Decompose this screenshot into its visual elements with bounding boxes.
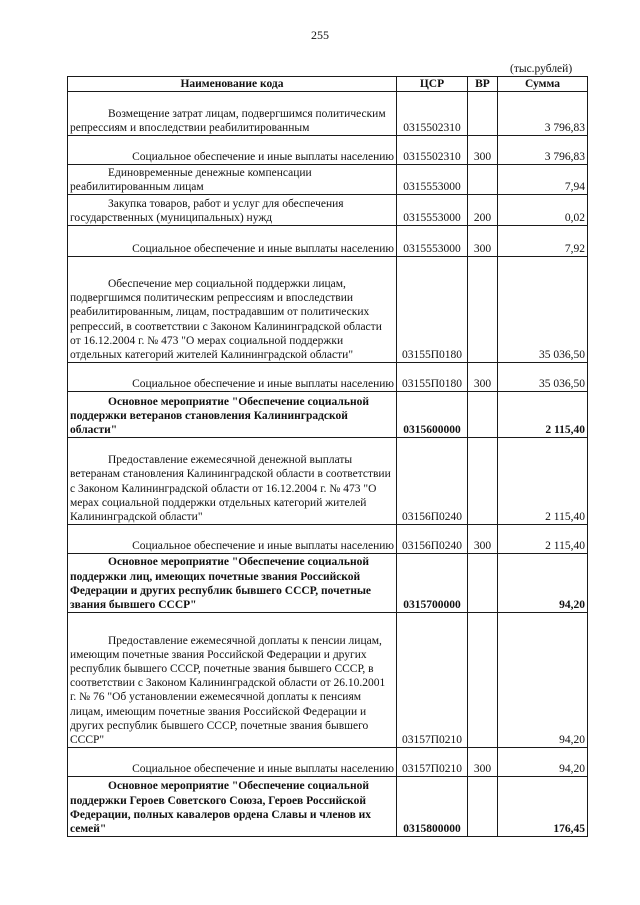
row-name-text: Возмещение затрат лицам, подвергшимся политическим репрессиям и впоследствии реабилитированным — [70, 107, 386, 134]
row-sum: 35 036,50 — [498, 257, 588, 363]
row-csr: 03155П0180 — [397, 257, 468, 363]
row-csr: 0315553000 — [397, 195, 468, 226]
table-row — [68, 525, 588, 554]
header-vr: ВР — [468, 77, 498, 92]
table-row — [68, 363, 588, 392]
row-csr: 03157П0210 — [397, 613, 468, 748]
row-sum: 94,20 — [498, 613, 588, 748]
row-sum: 2 115,40 — [498, 438, 588, 525]
table-row — [68, 92, 588, 136]
table-row — [68, 748, 588, 777]
row-vr: 300 — [468, 136, 498, 165]
row-csr: 0315553000 — [397, 165, 468, 195]
row-sum: 3 796,83 — [498, 92, 588, 136]
row-name-text: Единовременные денежные компенсации реабилитированным лицам — [70, 166, 312, 193]
row-vr — [468, 613, 498, 748]
table-row — [68, 438, 588, 525]
row-csr: 0315553000 — [397, 226, 468, 257]
row-name-text: Основное мероприятие "Обеспечение социальной поддержки лиц, имеющих почетные звания Российской Федерации и других республик бывшего СССР, почетные звания бывшего СССР" — [70, 556, 372, 611]
row-vr: 300 — [468, 363, 498, 392]
row-csr: 0315502310 — [397, 136, 468, 165]
row-name-text: Предоставление ежемесячной доплаты к пенсии лицам, имеющим почетные звания Российской Федерации и других республик бывшего СССР, почетные звания бывшего СССР, в соответствии с Законом Калининградской области от 26.10.2001 г. № 76 "Об установлении ежемесячной доплаты к пенсиям лицам, имеющим почетные звания Российской Федерации и других республик бывшего СССР, почетные звания бывшего СССР" — [70, 634, 386, 746]
row-name — [68, 257, 397, 363]
row-name: Социальное обеспечение и иные выплаты населению — [68, 226, 397, 257]
row-csr: 03156П0240 — [397, 525, 468, 554]
row-name — [68, 777, 397, 837]
page-number: 255 — [311, 28, 329, 42]
row-name — [68, 613, 397, 748]
row-sum: 176,45 — [498, 777, 588, 837]
row-vr — [468, 392, 498, 438]
row-csr: 0315700000 — [397, 554, 468, 613]
header-name: Наименование кода — [68, 77, 397, 92]
row-sum: 2 115,40 — [498, 392, 588, 438]
table-row — [68, 195, 588, 226]
row-vr: 300 — [468, 525, 498, 554]
row-name: Социальное обеспечение и иные выплаты населению — [68, 748, 397, 777]
table-row — [68, 165, 588, 195]
row-name-text: Предоставление ежемесячной денежной выплаты ветеранам становления Калининградской области в соответствии с Законом Калининградской области от 16.12.2004 г. № 473 "О мерах социальной поддержки отдельных категорий жителей Калининградской области" — [70, 454, 391, 523]
table-row — [68, 777, 588, 837]
row-name — [68, 195, 397, 226]
row-vr — [468, 777, 498, 837]
row-vr: 200 — [468, 195, 498, 226]
row-csr: 0315800000 — [397, 777, 468, 837]
row-sum: 94,20 — [498, 748, 588, 777]
table-header-row — [68, 77, 588, 92]
row-vr — [468, 165, 498, 195]
row-csr: 03156П0240 — [397, 438, 468, 525]
row-sum: 2 115,40 — [498, 525, 588, 554]
table-row — [68, 554, 588, 613]
units-label: (тыс.рублей) — [510, 63, 573, 75]
row-sum: 0,02 — [498, 195, 588, 226]
row-name: Социальное обеспечение и иные выплаты населению — [68, 136, 397, 165]
row-sum: 94,20 — [498, 554, 588, 613]
row-name — [68, 165, 397, 195]
table-row — [68, 392, 588, 438]
budget-table — [67, 76, 588, 837]
row-name-text: Основное мероприятие "Обеспечение социальной поддержки Героев Советского Союза, Героев Российской Федерации, полных кавалеров ордена Славы и членов их семей" — [70, 780, 372, 835]
row-vr: 300 — [468, 226, 498, 257]
row-csr: 0315600000 — [397, 392, 468, 438]
row-name-text: Обеспечение мер социальной поддержки лицам, подвергшимся политическим репрессиям и впоследствии реабилитированным, лицам, пострадавшим от политических репрессий, в соответствии с Законом Калининградской области от 16.12.2004 г. № 473 "О мерах социальной поддержки отдельных категорий жителей Калининградской области" — [70, 277, 382, 361]
row-name — [68, 392, 397, 438]
row-csr: 03157П0210 — [397, 748, 468, 777]
row-sum: 7,94 — [498, 165, 588, 195]
row-vr — [468, 438, 498, 525]
row-vr — [468, 92, 498, 136]
row-name: Социальное обеспечение и иные выплаты населению — [68, 363, 397, 392]
header-csr: ЦСР — [397, 77, 468, 92]
row-name — [68, 92, 397, 136]
row-vr: 300 — [468, 748, 498, 777]
row-name — [68, 438, 397, 525]
header-sum: Сумма — [498, 77, 588, 92]
table-row — [68, 136, 588, 165]
row-name — [68, 554, 397, 613]
row-name-text: Закупка товаров, работ и услуг для обеспечения государственных (муниципальных) нужд — [70, 197, 344, 224]
row-name: Социальное обеспечение и иные выплаты населению — [68, 525, 397, 554]
row-sum: 7,92 — [498, 226, 588, 257]
row-sum: 35 036,50 — [498, 363, 588, 392]
row-vr — [468, 257, 498, 363]
table-row — [68, 226, 588, 257]
table-row — [68, 257, 588, 363]
row-vr — [468, 554, 498, 613]
row-csr: 03155П0180 — [397, 363, 468, 392]
row-sum: 3 796,83 — [498, 136, 588, 165]
row-name-text: Основное мероприятие "Обеспечение социальной поддержки ветеранов становления Калининградской области" — [70, 395, 369, 436]
row-csr: 0315502310 — [397, 92, 468, 136]
table-row — [68, 613, 588, 748]
